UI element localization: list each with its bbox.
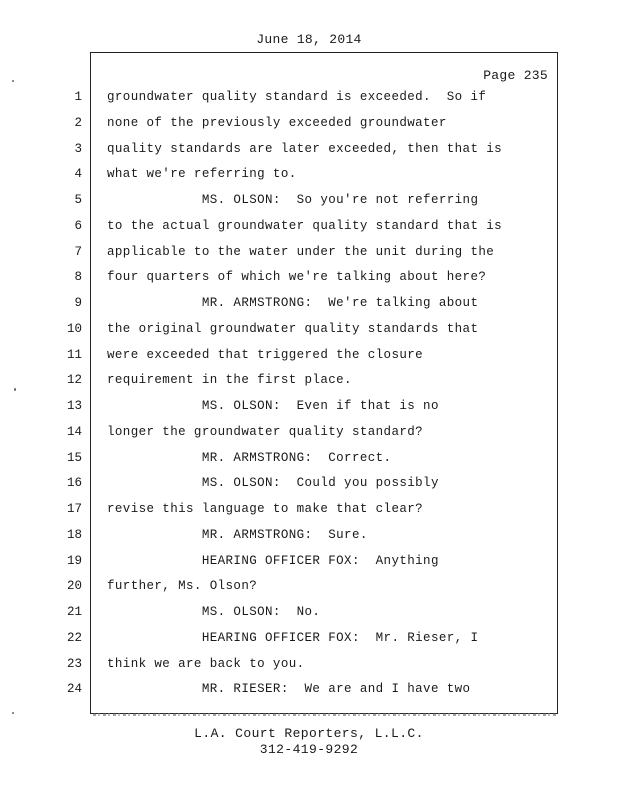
transcript-line: [0, 682, 618, 702]
line-text: MS. OLSON: No.: [107, 605, 321, 619]
line-text: HEARING OFFICER FOX: Anything: [107, 553, 439, 568]
transcript-line: [0, 142, 618, 162]
line-text: MS. OLSON: Even if that is no: [107, 399, 439, 413]
line-text: MS. OLSON: Could you possibly: [107, 476, 439, 491]
transcript-line: [0, 90, 618, 110]
transcript-line: [0, 322, 618, 342]
line-number: 1: [74, 90, 82, 104]
line-text: requirement in the first place.: [107, 373, 352, 388]
line-text: MR. ARMSTRONG: We're talking about: [107, 296, 479, 310]
transcript-line: [0, 631, 618, 651]
transcript-line: [0, 270, 618, 290]
line-number: 23: [66, 656, 82, 671]
footer-company: L.A. Court Reporters, L.L.C.: [194, 726, 424, 741]
line-number: 5: [74, 193, 82, 207]
line-text: MR. ARMSTRONG: Sure.: [107, 527, 368, 542]
line-text: quality standards are later exceeded, then that is: [107, 141, 503, 156]
line-text: HEARING OFFICER FOX: Mr. Rieser, I: [107, 630, 479, 645]
line-text: MR. ARMSTRONG: Correct.: [107, 450, 392, 465]
line-text: revise this language to make that clear?: [107, 502, 424, 516]
line-text: four quarters of which we're talking about here?: [107, 270, 487, 285]
line-text: were exceeded that triggered the closure: [107, 347, 424, 362]
transcript-line: [0, 296, 618, 316]
page-number: Page 235: [483, 68, 548, 83]
transcript-line: [0, 425, 618, 445]
line-number: 13: [66, 399, 82, 413]
scan-speck: [14, 388, 16, 391]
date-header: June 18, 2014: [256, 32, 362, 47]
line-number: 15: [66, 450, 82, 465]
line-number: 16: [66, 476, 82, 491]
transcript-line: [0, 373, 618, 393]
line-text: what we're referring to.: [107, 167, 297, 182]
line-text: think we are back to you.: [107, 656, 305, 671]
line-text: applicable to the water under the unit during the: [107, 244, 495, 259]
transcript-line: [0, 554, 618, 574]
line-number: 18: [66, 527, 82, 542]
transcript-line: [0, 348, 618, 368]
line-number: 21: [66, 605, 82, 619]
transcript-line: [0, 451, 618, 471]
line-text: longer the groundwater quality standard?: [107, 424, 424, 439]
line-number: 8: [74, 270, 82, 285]
line-number: 3: [74, 141, 82, 156]
transcript-line: [0, 528, 618, 548]
line-number: 17: [66, 502, 82, 516]
line-number: 19: [66, 553, 82, 568]
line-number: 7: [74, 244, 82, 259]
line-number: 22: [66, 630, 82, 645]
line-text: groundwater quality standard is exceeded. So if: [107, 90, 487, 104]
line-number: 24: [66, 682, 82, 697]
line-text: the original groundwater quality standards that: [107, 321, 479, 336]
line-number: 14: [66, 424, 82, 439]
transcript-line: [0, 476, 618, 496]
line-number: 4: [74, 167, 82, 182]
transcript-line: [0, 502, 618, 522]
line-number: 20: [66, 579, 82, 594]
footer-phone: 312-419-9292: [259, 742, 359, 757]
transcript-line: [0, 116, 618, 136]
transcript-line: [0, 167, 618, 187]
line-text: none of the previously exceeded groundwater: [107, 115, 447, 130]
line-text: to the actual groundwater quality standard that is: [107, 218, 503, 233]
transcript-line: [0, 193, 618, 213]
transcript-line: [0, 657, 618, 677]
line-number: 10: [66, 321, 82, 336]
transcript-line: [0, 605, 618, 625]
transcript-line: [0, 579, 618, 599]
line-text: MS. OLSON: So you're not referring: [107, 193, 479, 207]
line-number: 9: [74, 296, 82, 310]
scan-speck: [12, 712, 14, 714]
scan-speck: [12, 80, 14, 82]
line-number: 11: [66, 347, 82, 362]
line-number: 2: [74, 115, 82, 130]
frame-bottom-shadow: [93, 713, 558, 716]
transcript-line: [0, 399, 618, 419]
transcript-line: [0, 219, 618, 239]
line-number: 12: [66, 373, 82, 388]
line-number: 6: [74, 218, 82, 233]
line-text: MR. RIESER: We are and I have two: [107, 682, 471, 697]
line-text: further, Ms. Olson?: [107, 579, 258, 594]
transcript-line: [0, 245, 618, 265]
